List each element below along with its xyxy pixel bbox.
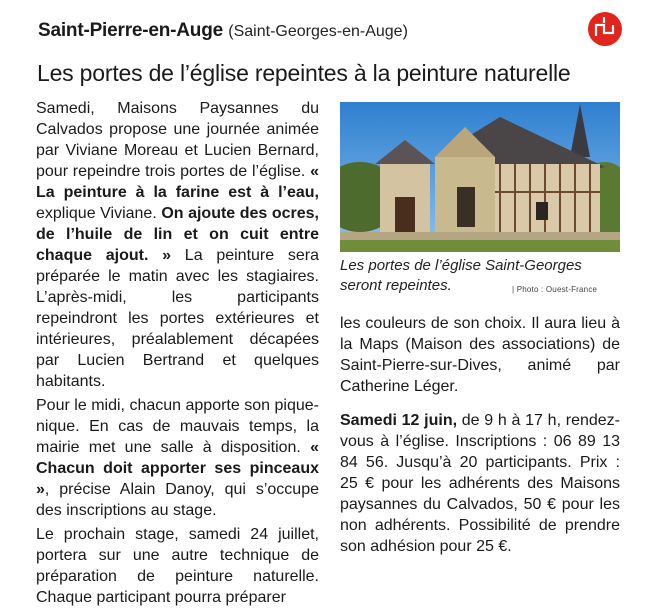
kicker-place: Saint-Pierre-en-Auge [38,20,223,41]
kicker-sub: (Saint-Georges-en-Auge) [228,23,408,40]
kicker [38,20,408,42]
paragraph-3: Le prochain stage, samedi 24 juillet, portera sur une autre technique de préparation de peinture naturelle. Chaque participant pourra préparer [36,526,319,606]
headline: Les portes de l’église repeintes à la peinture naturelle [37,60,571,86]
church-photo [340,102,620,252]
paragraph-2: Pour le midi, chacun apporte son pique-nique. En cas de mauvais temps, la mairie met une salle à disposition. « Chacun doit apporter ses pinceaux », précise Alain Danoy, qui s’occupe des inscriptions au stage. [36,397,319,519]
article-column-left [36,98,319,608]
article-column-right [340,313,620,397]
photo-credit: | Photo : Ouest-France [512,285,598,294]
article-practical-info [340,410,620,557]
paragraph-4: les couleurs de son choix. Il aura lieu à la Maps (Maison des associations) de Saint-Pierre-sur-Dives, animé par Catherine Léger. [340,315,620,395]
paragraph-1: Samedi, Maisons Paysannes du Calvados propose une journée animée par Viviane Moreau et Lucien Bernard, pour repeindre trois portes de l’église. « La peinture à la farine est à l’eau, explique Viviane. On ajoute des ocres, de l’huile de lin et on cuit entre chaque ajout. » La peinture sera préparée le matin avec les stagiaires. L’après-midi, les participants repeindront les portes extérieures et intérieures, préalablement décapées par Lucien Bertrand et quelques habitants. [36,100,320,390]
paragraph-5: Samedi 12 juin, de 9 h à 17 h, rendez-vous à l’église. Inscriptions : 06 89 13 84 56. Jusqu’à 20 participants. Prix : 25 € pour les adhérents des Maisons paysannes du Calvados, 50 € pour les non adhérents. Possibilité de prendre son adhésion pour 25 €. [340,412,621,555]
photo-caption: Les portes de l’église Saint-Georges seront repeintes. [340,257,582,294]
ouest-france-logo-icon [587,11,623,47]
